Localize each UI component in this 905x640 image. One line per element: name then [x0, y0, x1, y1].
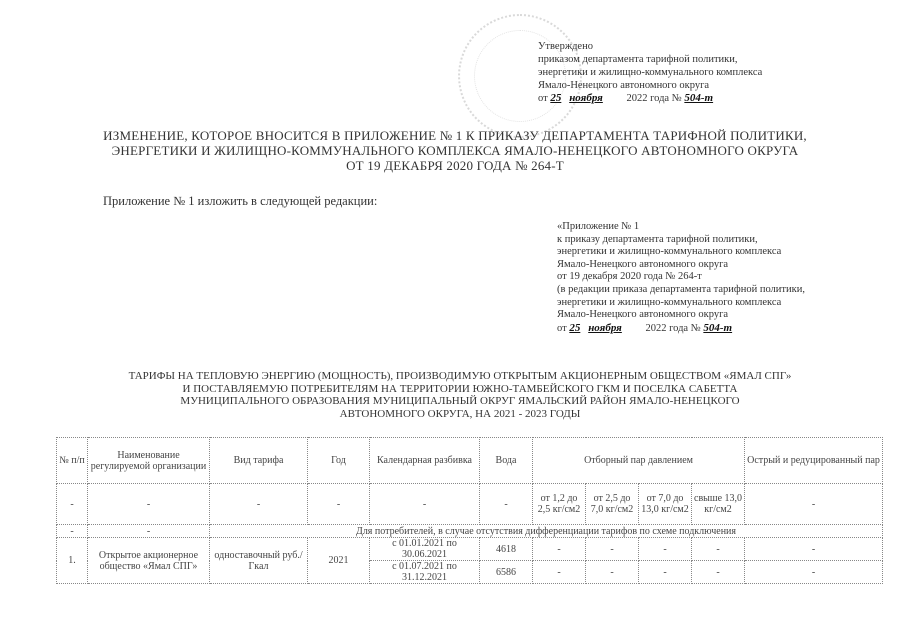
table-row — [57, 538, 883, 561]
table-header-row — [57, 438, 883, 484]
handwritten-number: 504-т — [684, 92, 714, 104]
table-cell: - — [745, 484, 883, 525]
pressure-range: свыше 13,0 кг/см2 — [692, 484, 745, 525]
approval-line: Ямало-Ненецкого автономного округа — [538, 80, 710, 91]
table-cell: - — [692, 561, 745, 584]
handwritten-day: 25 — [550, 92, 562, 104]
appendix-date-line: от 25 ноября 2022 года № 504-т — [557, 321, 733, 334]
header-org: Наименование регулируемой организации — [88, 438, 210, 484]
handwritten-number: 504-т — [703, 321, 733, 334]
tariff-table-title: ТАРИФЫ НА ТЕПЛОВУЮ ЭНЕРГИЮ (МОЩНОСТЬ), ПРОИЗВОДИМУЮ ОТКРЫТЫМ АКЦИОНЕРНЫМ ОБЩЕСТВОМ «ЯМАЛ СПГ» И ПОСТАВЛЯЕМУЮ ПОТРЕБИТЕЛЯМ НА ТЕРРИТОРИИ ЮЖНО-ТАМБЕЙСКОГО ГКМ И ПОСЕЛКА САБЕТТА МУНИЦИПАЛЬНОГО ОБРАЗОВАНИЯ МУНИЦИПАЛЬНЫЙ ОКРУГ ЯМАЛЬСКИЙ РАЙОН ЯМАЛО-НЕНЕЦКОГО АВТОНОМНОГО ОКРУГА, НА 2021 - 2023 ГОДЫ — [128, 370, 792, 420]
header-year: Год — [308, 438, 370, 484]
tariff-name: одноставочный руб./Гкал — [210, 538, 308, 584]
table-cell: - — [639, 538, 692, 561]
consumer-note: Для потребителей, в случае отсутствия дифференциации тарифов по схеме подключения — [210, 525, 883, 538]
table-cell: - — [745, 561, 883, 584]
year-value: 2021 — [308, 538, 370, 584]
header-water: Вода — [480, 438, 533, 484]
table-cell: - — [210, 484, 308, 525]
handwritten-day: 25 — [569, 321, 581, 334]
appendix-block: «Приложение № 1 к приказу департамента тарифной политики, энергетики и жилищно-коммунального комплекса Ямало-Ненецкого автономного округа от 19 декабря 2020 года № 264-т (в редакции приказа департамента тарифной политики, энергетики и жилищно-коммунального комплекса Ямало-Ненецкого автономного округа от 25 ноября 2022 года № 504-т — [557, 221, 887, 335]
intro-text: Приложение № 1 изложить в следующей редакции: — [103, 194, 378, 208]
header-steam: Отборный пар давлением — [533, 438, 745, 484]
table-cell: - — [745, 538, 883, 561]
table-cell: - — [57, 484, 88, 525]
table-subheader-row — [57, 484, 883, 525]
water-value: 4618 — [480, 538, 533, 561]
header-calendar: Календарная разбивка — [370, 438, 480, 484]
handwritten-month: ноября — [588, 321, 622, 334]
table-cell: - — [533, 538, 586, 561]
table-cell: - — [308, 484, 370, 525]
pressure-range: от 7,0 до 13,0 кг/см2 — [639, 484, 692, 525]
pressure-range: от 1,2 до 2,5 кг/см2 — [533, 484, 586, 525]
org-name: Открытое акционерное общество «Ямал СПГ» — [88, 538, 210, 584]
header-num: № п/п — [57, 438, 88, 484]
table-cell: - — [370, 484, 480, 525]
row-number: 1. — [57, 538, 88, 584]
table-cell: - — [88, 525, 210, 538]
approval-line: энергетики и жилищно-коммунального комплекса — [538, 67, 763, 78]
approval-line: Утверждено — [538, 41, 593, 52]
approval-date-line: от 25 ноября 2022 года № 504-т — [538, 92, 714, 104]
table-cell: - — [692, 538, 745, 561]
table-cell: - — [533, 561, 586, 584]
period-label: с 01.07.2021 по 31.12.2021 — [370, 561, 480, 584]
tariff-table — [56, 437, 883, 584]
table-cell: - — [88, 484, 210, 525]
table-cell: - — [480, 484, 533, 525]
water-value: 6586 — [480, 561, 533, 584]
table-cell: - — [586, 538, 639, 561]
approval-line: приказом департамента тарифной политики, — [538, 54, 738, 65]
period-label: с 01.01.2021 по 30.06.2021 — [370, 538, 480, 561]
table-cell: - — [57, 525, 88, 538]
table-cell: - — [586, 561, 639, 584]
table-note-row — [57, 525, 883, 538]
document-title: ИЗМЕНЕНИЕ, КОТОРОЕ ВНОСИТСЯ В ПРИЛОЖЕНИЕ № 1 К ПРИКАЗУ ДЕПАРТАМЕНТА ТАРИФНОЙ ПОЛИТИКИ, ЭНЕРГЕТИКИ И ЖИЛИЩНО-КОММУНАЛЬНОГО КОМПЛЕКСА ЯМАЛО-НЕНЕЦКОГО АВТОНОМНОГО ОКРУГА ОТ 19 ДЕКАБРЯ 2020 ГОДА № 264-Т — [103, 128, 807, 173]
header-sharp-steam: Острый и редуцированный пар — [745, 438, 883, 484]
table-cell: - — [639, 561, 692, 584]
approval-block — [538, 40, 868, 105]
header-tariff-type: Вид тарифа — [210, 438, 308, 484]
handwritten-month: ноября — [569, 92, 603, 104]
pressure-range: от 2,5 до 7,0 кг/см2 — [586, 484, 639, 525]
